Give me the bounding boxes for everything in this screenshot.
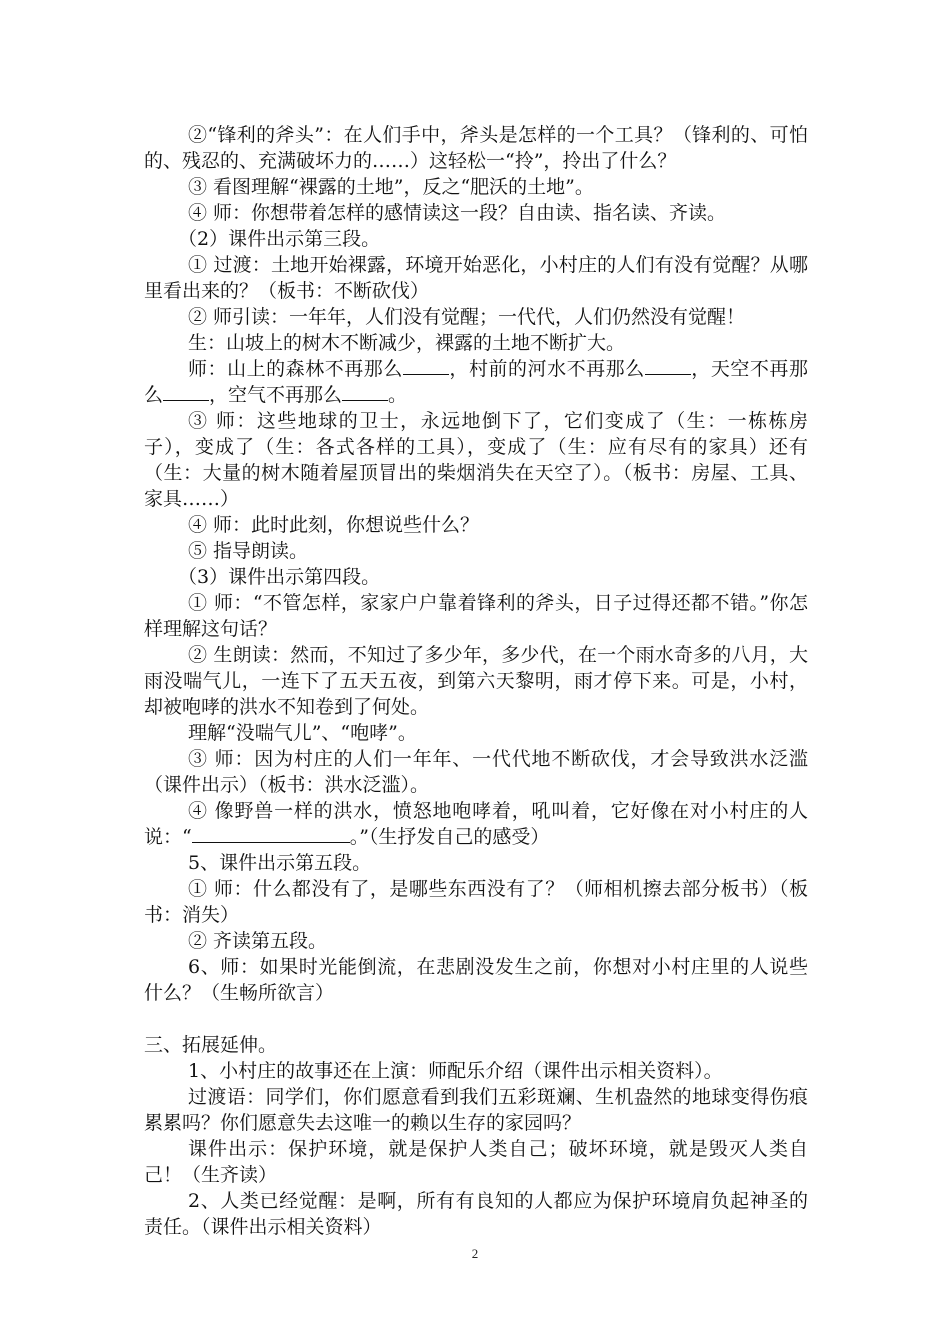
blank-line [403, 356, 449, 375]
subheading-part-four: （3）课件出示第四段。 [178, 566, 381, 588]
paragraph-flood: ③ 师：因为村庄的人们一年年、一代代地不断砍伐，才会导致洪水泛滥（课件出示）（板书：洪水泛滥）。 [144, 748, 808, 796]
paragraph-bare-land: ③ 看图理解“裸露的土地”，反之“肥沃的土地”。 [188, 176, 594, 198]
paragraph-student-reading: ② 生朗读：然而，不知过了多少年，多少代，在一个雨水奇多的八月，大雨没喘气儿，一连下了五天五夜，到第六天黎明，雨才停下来。可是，小村，却被咆哮的洪水不知卷到了何处。 [144, 644, 808, 718]
paragraph-student-reply: 生：山坡上的树木不断减少，裸露的土地不断扩大。 [188, 332, 626, 354]
blank-line [342, 382, 388, 401]
paragraph-vocabulary: 理解“没喘气儿”、“咆哮”。 [188, 722, 417, 744]
paragraph-slogan: 课件出示：保护环境，就是保护人类自己；破坏环境，就是毁灭人类自己！（生齐读） [144, 1138, 808, 1186]
blank-line [163, 382, 209, 401]
paragraph-what-to-say: ④ 师：此时此刻，你想说些什么？ [188, 514, 480, 536]
paragraph-read-together: ② 齐读第五段。 [188, 930, 328, 952]
paragraph-nothing-left: ① 师：什么都没有了，是哪些东西没有了？（师相机擦去部分板书）（板书：消失） [144, 878, 808, 926]
paragraph-sharp-axe: ②“锋利的斧头”：在人们手中，斧头是怎样的一个工具？（锋利的、可怕的、残忍的、充满破坏力的……）这轻松一“拎”，拎出了什么？ [144, 124, 808, 172]
blank-line [192, 824, 350, 843]
paragraph-time-reverse: 6、师：如果时光能倒流，在悲剧没发生之前，你想对小村庄里的人说些什么？（生畅所欲言） [144, 956, 808, 1004]
blank-text-d: ，空气不再那么 [209, 384, 343, 406]
subheading-part-five: 5、课件出示第五段。 [188, 852, 372, 874]
paragraph-story-continues: 1、小村庄的故事还在上演：师配乐介绍（课件出示相关资料）。 [188, 1060, 723, 1082]
blank-line [645, 356, 691, 375]
subheading-part-three: （2）课件出示第三段。 [178, 228, 381, 250]
flood-text-a: ④ 像野兽一样的洪水，愤怒地咆哮着，吼叫着，它好像在对小村庄的人说：“ [144, 800, 808, 848]
section-gap [144, 1006, 808, 1032]
flood-text-b: 。”（生抒发自己的感受） [349, 826, 550, 848]
page-number: 2 [471, 1246, 479, 1261]
paragraph-guided-reading: ⑤ 指导朗读。 [188, 540, 309, 562]
section-heading-extension: 三、拓展延伸。 [144, 1034, 278, 1056]
paragraph-transition-speech: 过渡语：同学们，你们愿意看到我们五彩斑斓、生机盎然的地球变得伤痕累累吗？你们愿意失去这唯一的赖以生存的家园吗？ [144, 1086, 808, 1134]
blank-text-e: 。 [388, 384, 408, 406]
paragraph-fill-in-blanks [144, 356, 808, 408]
paragraph-earth-guards: ③ 师：这些地球的卫士，永远地倒下了，它们变成了（生：一栋栋房子），变成了（生：各式各样的工具），变成了（生：应有尽有的家具）还有（生：大量的树木随着屋顶冒出的柴烟消失在天空了）。（板书：房屋、工具、家具……） [144, 410, 808, 510]
paragraph-teacher-lead: ② 师引读：一年年，人们没有觉醒；一代代，人们仍然没有觉醒！ [188, 306, 746, 328]
lesson-body [144, 122, 808, 1240]
blank-text-a: 师：山上的森林不再那么 [188, 358, 403, 380]
paragraph-understand-sentence: ① 师：“不管怎样，家家户户靠着锋利的斧头，日子过得还都不错。”你怎样理解这句话？ [144, 592, 808, 640]
paragraph-reading-emotion: ④ 师：你想带着怎样的感情读这一段？自由读、指名读、齐读。 [188, 202, 727, 224]
paragraph-beast-flood [144, 798, 808, 850]
paragraph-awakening: 2、人类已经觉醒：是啊，所有有良知的人都应为保护环境肩负起神圣的责任。（课件出示相关资料） [144, 1190, 808, 1238]
paragraph-transition: ① 过渡：土地开始裸露，环境开始恶化，小村庄的人们有没有觉醒？从哪里看出来的？（板书：不断砍伐） [144, 254, 808, 302]
blank-text-c: ，天空不再那么 [144, 358, 808, 406]
blank-text-b: ，村前的河水不再那么 [448, 358, 645, 380]
